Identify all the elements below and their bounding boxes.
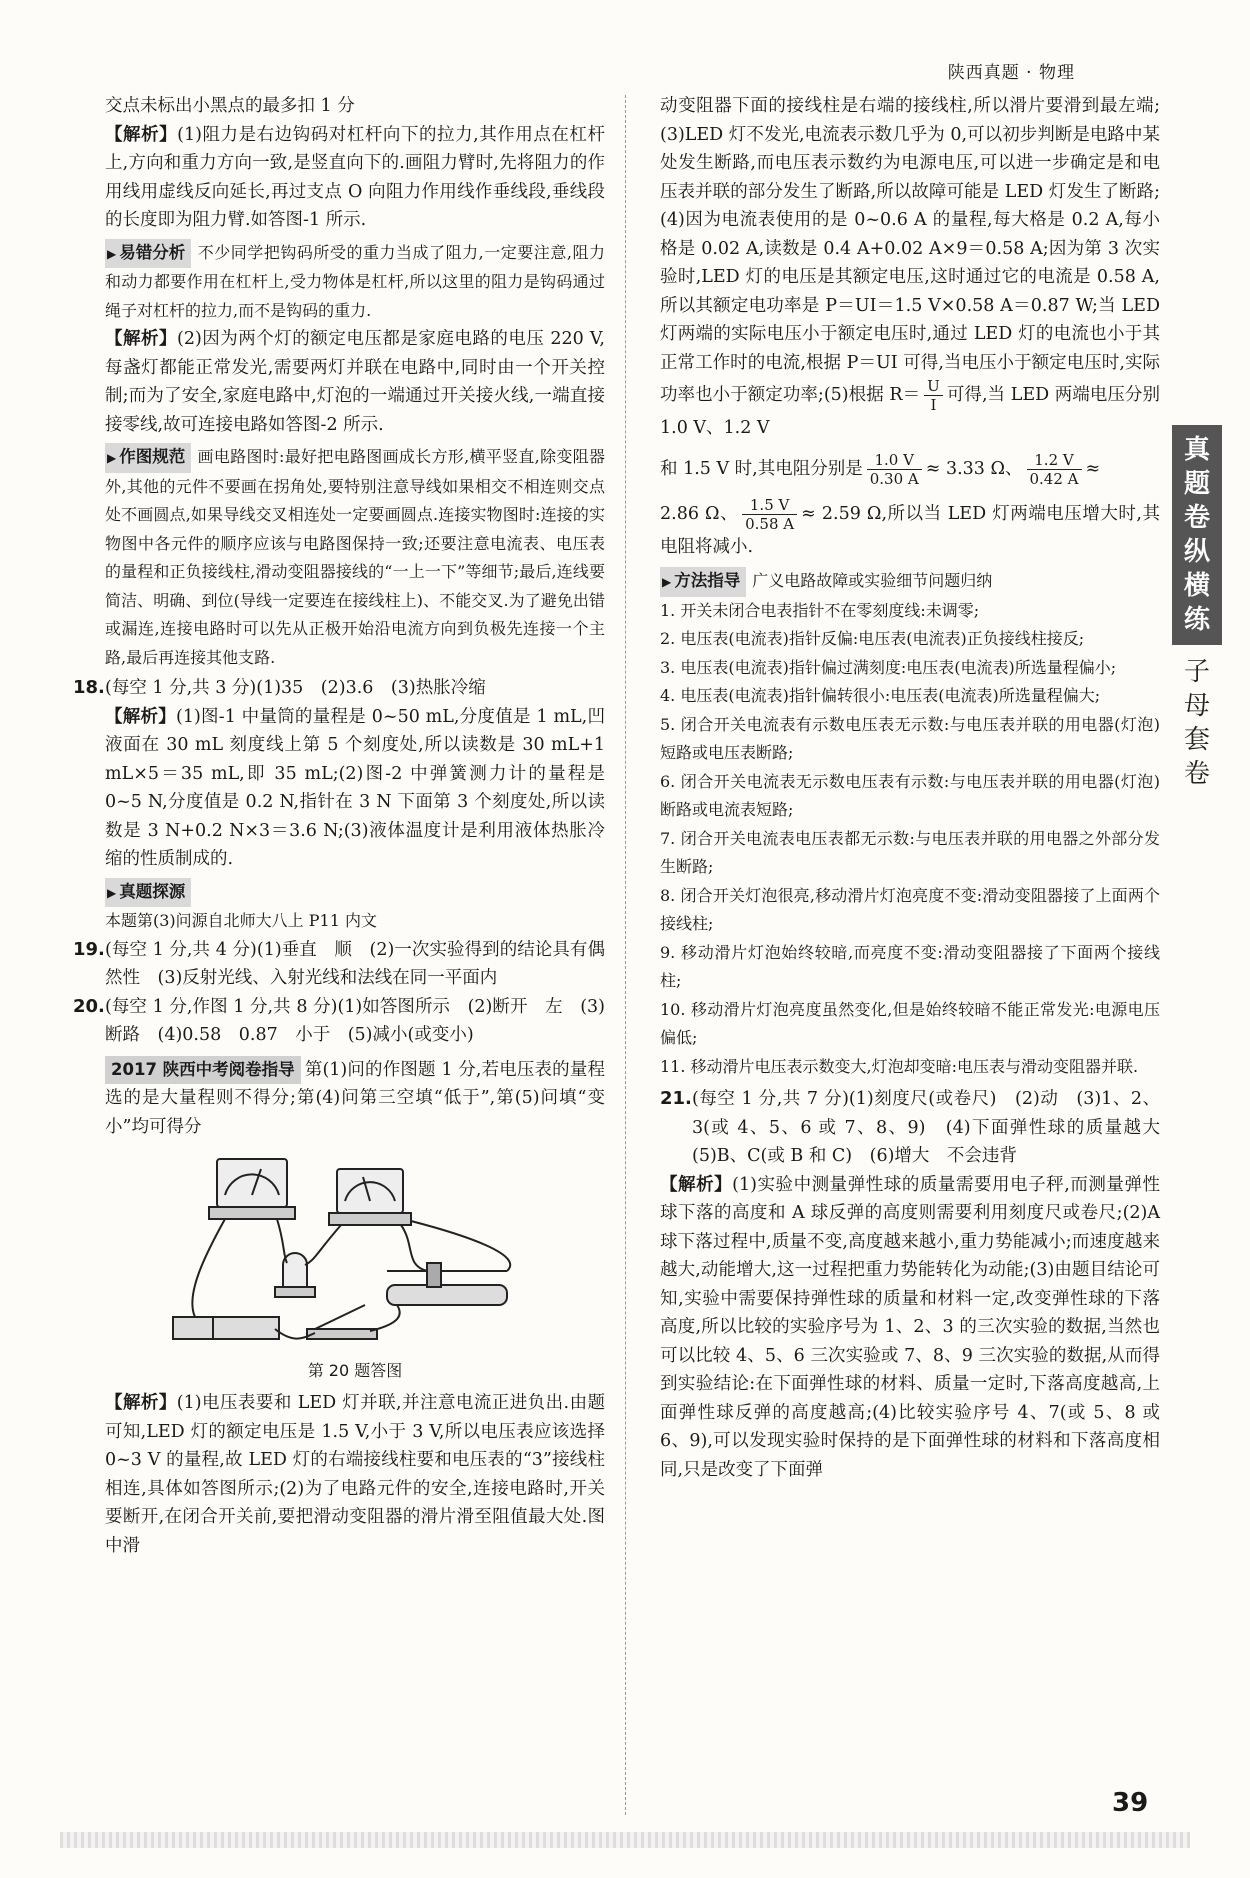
source-text: 本题第(3)问源自北师大八上 P11 内文 — [105, 911, 377, 930]
left-column — [73, 92, 606, 1560]
list-item: 1. 开关未闭合电表指针不在零刻度线:未调零; — [660, 600, 980, 620]
list-item: 6. 闭合开关电流表无示数电压表有示数:与电压表并联的用电器(灯泡)断路或电流表短路; — [660, 771, 1160, 819]
fraction-3: $\frac{1.5 V}{0.58 A}$ — [742, 496, 797, 533]
analysis-tag: 【解析】 — [105, 124, 178, 145]
question-19: 19.(每空 1 分,共 4 分)(1)垂直 顺 (2)一次实验得到的结论具有偶然性 (3)反射光线、入射光线和法线在同一平面内 — [73, 938, 605, 988]
question-21: 21.(每空 1 分,共 7 分)(1)刻度尺(或卷尺) (2)动 (3)1、2、3(或 4、5、6 或 7、8、9) (4)下面弹性球的质量越大 (5)B、C(或 B 和 C) (6)增大 不会违背 — [660, 1088, 1178, 1166]
right-column — [660, 92, 1178, 1484]
drawing-rules-label: ▶ 作图规范 — [105, 443, 191, 473]
fraction-2: $\frac{1.2 V}{0.42 A}$ — [1027, 451, 1082, 488]
list-item: 8. 闭合开关灯泡很亮,移动滑片灯泡亮度不变:滑动变阻器接了上面两个接线柱; — [660, 885, 1160, 933]
column-divider — [625, 95, 626, 1815]
analysis-1: 【解析】(1)阻力是右边钩码对杠杆向下的拉力,其作用点在杠杆上,方向和重力方向一致,是竖直向下的.画阻力臂时,先将阻力的作用线用虚线反向延长,再过支点 O 向阻力作用线作垂线段,垂线段的长度即为阻力臂.如答图-1 所示. — [105, 124, 605, 230]
question-21-analysis: 【解析】(1)实验中测量弹性球的质量需要用电子秤,而测量弹性球下落的高度和 A 球反弹的高度则需要利用刻度尺或卷尺;(2)A 球下落过程中,质量不变,高度越来越小,重力势能减小;而速度越来越大,动能增大,这一过程把重力势能转化为动能;(3)由题目结论可知,实验中需要保持弹性球的质量和材料一定,改变弹性球的下落高度,所以比较的实验序号为 1、2、3 的三次实验的数据,当然也可以比较 4、5、6 三次实验或 7、8、9 三次实验的数据,从而得到实验结论:在下面弹性球的材料、质量一定时,下落高度越高,上面弹性球反弹的高度越高;(4)比较实验序号 4、7(或 5、8 或 6、9),可以发现实验时保持的是下面弹性球的材料和下落高度相同,只是改变了下面弹 — [660, 1174, 1160, 1480]
error-analysis: ▶ 易错分析 不少同学把钩码所受的重力当成了阻力,一定要注意,阻力和动力都要作用在杠杆上,受力物体是杠杆,所以这里的阻力是钩码通过绳子对杠杆的拉力,而不是钩码的重力. — [105, 239, 605, 326]
bottom-decoration — [60, 1832, 1190, 1848]
source-note — [105, 878, 605, 908]
analysis-3: 【解析】(1)电压表要和 LED 灯并联,并注意电流正进负出.由题可知,LED 灯的额定电压是 1.5 V,小于 3 V,所以电压表应该选择 0~3 V 的量程,故 LED 灯的右端接线柱要和电压表的“3”接线柱相连,具体如答图所示;(2)为了电路元件的安全,连接电路时,开关要断开,在闭合开关前,要把滑动变阻器的滑片滑至阻值最大处.图中滑 — [105, 1393, 606, 1556]
scoring-note: 交点未标出小黑点的最多扣 1 分 — [105, 96, 355, 116]
side-tab-dark: 真 题 卷 纵 横 练 — [1172, 425, 1222, 645]
running-header: 陕西真题 · 物理 — [947, 63, 1075, 83]
question-20: 20.(每空 1 分,作图 1 分,共 8 分)(1)如答图所示 (2)断开 左 (3)断路 (4)0.58 0.87 小于 (5)减小(或变小) — [73, 995, 605, 1045]
circuit-figure — [105, 1145, 605, 1385]
circuit-diagram-icon — [165, 1145, 545, 1357]
analysis-2: 【解析】(2)因为两个灯的额定电压都是家庭电路的电压 220 V,每盏灯都能正常发光,需要两灯并联在电路中,同时由一个开关控制;而为了安全,家庭电路中,灯泡的一端通过开关接火线,一端直接接零线,故可连接电路如答图-2 所示. — [105, 329, 605, 435]
question-18: 18.(每空 1 分,共 3 分)(1)35 (2)3.6 (3)热胀冷缩 — [73, 677, 486, 698]
method-list — [660, 597, 1160, 1082]
page-number: 39 — [1112, 1788, 1149, 1818]
method-guide: ▶ 方法指导 广义电路故障或实验细节问题归纳 — [660, 567, 1160, 597]
fraction-u-over-i: $\frac{U}{I}$ — [924, 377, 943, 414]
list-item: 11. 移动滑片电压表示数变大,灯泡却变暗:电压表与滑动变阻器并联. — [660, 1056, 1139, 1076]
source-label: ▶ 真题探源 — [105, 878, 191, 908]
list-item: 9. 移动滑片灯泡始终较暗,而亮度不变:滑动变阻器接了下面两个接线柱; — [660, 942, 1160, 990]
analysis-continued: 动变阻器下面的接线柱是右端的接线柱,所以滑片要滑到最左端;(3)LED 灯不发光,电流表示数几乎为 0,可以初步判断是电路中某处发生断路,而电压表示数约为电源电压,可以进一步确定是和电压表并联的部分发生了断路,所以故障可能是 LED 灯发生了断路;(4)因为电流表使用的是 0~0.6 A 的量程,每大格是 0.2 A,每小格是 0.02 A,读数是 0.4 A+0.02 A×9＝0.58 A;因为第 3 次实验时,LED 灯的电压是其额定电压,这时通过它的电流是 0.58 A,所以其额定电功率是 P＝UI＝1.5 V×0.58 A＝0.87 W;当 LED 灯两端的实际电压小于额定电压时,通过 LED 灯的电流也小于其正常工作时的电流,根据 P＝UI 可得,当电压小于额定电压时,实际功率也小于额定功率;(5)根据 R＝ $\frac{U}{I}$ 可得,当 LED 两端电压分别 1.0 V、1.2 V — [660, 96, 1160, 438]
list-item: 2. 电压表(电流表)指针反偏:电压表(电流表)正负接线柱接反; — [660, 629, 1085, 648]
fraction-1: $\frac{1.0 V}{0.30 A}$ — [867, 451, 922, 488]
method-guide-label: ▶ 方法指导 — [660, 567, 746, 597]
list-item: 5. 闭合开关电流表有示数电压表无示数:与电压表并联的用电器(灯泡)短路或电压表断路; — [660, 714, 1160, 762]
list-item: 7. 闭合开关电流表电压表都无示数:与电压表并联的用电器之外部分发生断路; — [660, 828, 1160, 876]
list-item: 4. 电压表(电流表)指针偏转很小:电压表(电流表)所选量程偏大; — [660, 686, 1101, 705]
grading-guide-label: 2017 陕西中考阅卷指导 — [105, 1056, 301, 1085]
grading-guide: 2017 陕西中考阅卷指导 第(1)问的作图题 1 分,若电压表的量程选的是大量程则不得分;第(4)问第三空填“低于”,第(5)问填“变小”均可得分 — [105, 1056, 605, 1142]
side-tab — [1172, 425, 1228, 801]
figure-caption: 第 20 题答图 — [307, 1360, 403, 1380]
side-tab-light: 子 母 套 卷 — [1183, 657, 1210, 789]
resistance-calc-1: 和 1.5 V 时,其电阻分别是 $\frac{1.0 V}{0.30 A}$ ≈ 3.33 Ω、 $\frac{1.2 V}{0.42 A}$ ≈ — [660, 450, 1101, 488]
list-item: 10. 移动滑片灯泡亮度虽然变化,但是始终较暗不能正常发光:电源电压偏低; — [660, 999, 1160, 1047]
error-analysis-label: ▶ 易错分析 — [105, 239, 191, 269]
list-item: 3. 电压表(电流表)指针偏过满刻度:电压表(电流表)所选量程偏小; — [660, 657, 1117, 677]
question-18-analysis: 【解析】(1)图-1 中量筒的量程是 0~50 mL,分度值是 1 mL,凹液面在 30 mL 刻度线上第 5 个刻度处,所以读数是 30 mL+1 mL×5＝35 mL,即 35 mL;(2)图-2 中弹簧测力计的量程是 0~5 N,分度值是 0.2 N,指针在 3 N 下面第 3 个刻度处,所以读数是 3 N+0.2 N×3＝3.6 N;(3)液体温度计是利用液体热胀冷缩的性质制成的. — [105, 706, 605, 869]
resistance-calc-2: 2.86 Ω、 $\frac{1.5 V}{0.58 A}$ ≈ 2.59 Ω,所以当 LED 灯两端电压增大时,其电阻将减小. — [660, 495, 1160, 557]
drawing-rules: ▶ 作图规范 画电路图时:最好把电路图画成长方形,横平竖直,除变阻器外,其他的元件不要画在拐角处,要特别注意导线如果相交不相连则交点处不画圆点,如果导线交叉相连处一定要画圆点.连接实物图时:连接的实物图中各元件的顺序应该与电路图保持一致;还要注意电流表、电压表的量程和正负接线柱,滑动变阻器接线的“一上一下”等细节;最后,连线要简洁、明确、到位(导线一定要连在接线柱上)、不能交叉.为了避免出错或漏连,连接电路时可以先从正极开始沿电流方向到负极先连接一个主路,最后再连接其他支路. — [105, 443, 605, 672]
